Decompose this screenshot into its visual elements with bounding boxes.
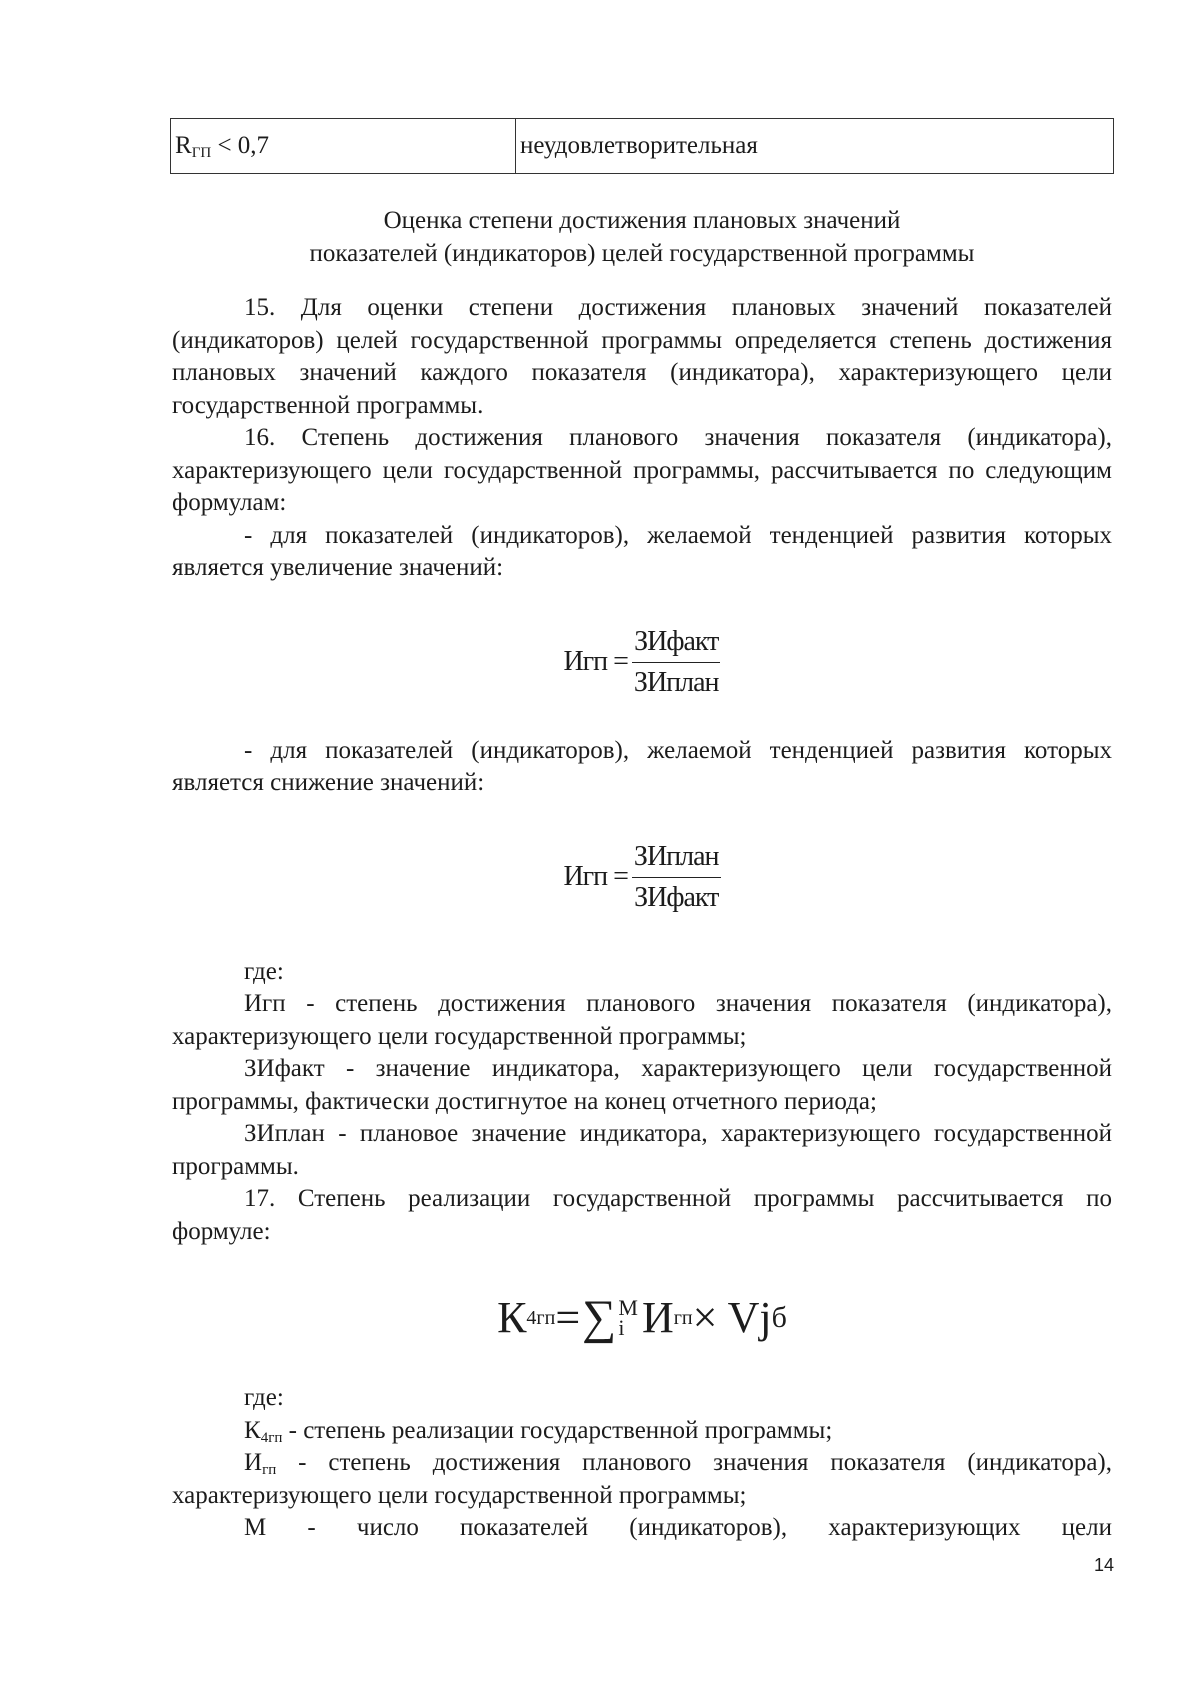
formula-decrease	[172, 822, 1112, 934]
where-label: где:	[244, 957, 284, 985]
formula-realization	[172, 1268, 1112, 1368]
formula-i: И	[641, 1292, 674, 1342]
definition-igp: Игп - степень достижения планового значения показателя (индикатора), характеризующего цели государственной программы;	[172, 990, 1112, 1050]
i-definition-text: - степень достижения планового значения показателя (индикатора), характеризующего цели государственной программы;	[172, 1449, 1112, 1509]
r-symbol: R	[175, 131, 192, 159]
formula-b-subscript: б	[771, 1300, 787, 1334]
table-row	[171, 119, 1114, 174]
r-condition: < 0,7	[211, 131, 270, 159]
definition-zifakt: ЗИфакт - значение индикатора, характеризующего цели государственной программы, фактически достигнутое на конец отчетного периода;	[172, 1055, 1112, 1115]
paragraph-17: 17. Степень реализации государственной программы рассчитывается по формуле:	[172, 1185, 1112, 1245]
i-subscript: гп	[262, 1462, 277, 1478]
sum-symbol: ∑	[582, 1290, 617, 1344]
sum-lower-limit: i	[618, 1315, 625, 1340]
fraction-denominator: ЗИфакт	[634, 882, 719, 913]
i-symbol: И	[244, 1449, 263, 1476]
rating-table	[170, 118, 1114, 174]
formula-k-subscript: 4гп	[526, 1306, 556, 1329]
fraction	[632, 626, 721, 699]
formula-k: К	[497, 1292, 527, 1342]
sum-limits	[618, 1295, 638, 1340]
page-number: 14	[1093, 1555, 1114, 1575]
fraction	[632, 841, 721, 914]
paragraph-16-increase: - для показателей (индикаторов), желаемой тенденцией развития которых является увеличение значений:	[172, 521, 1112, 581]
definition-m: М - число показателей (индикаторов), характеризующих цели	[244, 1514, 1112, 1541]
rating-condition-cell	[171, 119, 516, 174]
k-symbol: К	[244, 1416, 261, 1444]
formula-increase	[172, 607, 1112, 719]
formula-times-vj: × Vj	[692, 1292, 772, 1342]
section-heading	[172, 204, 1112, 270]
k-definition-text: - степень реализации государственной программы;	[282, 1416, 833, 1444]
paragraph-15: 15. Для оценки степени достижения плановых значений показателей (индикаторов) целей государственной программы определяется степень достижения плановых значений каждого показателя (индикатора), характеризующего цели государственной программы.	[172, 294, 1112, 419]
document-page	[172, 118, 1112, 1545]
rating-result-cell: неудовлетворительная	[516, 119, 1114, 174]
fraction-numerator: ЗИфакт	[632, 626, 720, 663]
formula-lhs: Игп =	[563, 861, 628, 893]
r-subscript: ГП	[191, 144, 212, 161]
paragraph-16: 16. Степень достижения планового значения показателя (индикатора), характеризующего цели государственной программы, рассчитывается по следующим формулам:	[172, 424, 1112, 516]
fraction-numerator: ЗИплан	[632, 841, 721, 878]
formula-lhs: Игп =	[563, 646, 628, 678]
definition-k4gp	[172, 1415, 1112, 1448]
heading-line-2: показателей (индикаторов) целей государственной программы	[309, 240, 975, 267]
fraction-denominator: ЗИплан	[633, 667, 719, 698]
where-label-2: где:	[244, 1384, 284, 1411]
formula-i-subscript: гп	[673, 1306, 693, 1329]
formula-equals: =	[555, 1292, 581, 1342]
definition-igp-2	[172, 1447, 1112, 1512]
definition-ziplan: ЗИплан - плановое значение индикатора, характеризующего государственной программы.	[172, 1120, 1112, 1180]
heading-line-1: Оценка степени достижения плановых значений	[383, 207, 901, 234]
sum-upper-limit: M	[618, 1295, 638, 1320]
paragraph-16-decrease: - для показателей (индикаторов), желаемой тенденцией развития которых является снижение значений:	[172, 736, 1112, 796]
k-subscript: 4гп	[260, 1429, 283, 1446]
